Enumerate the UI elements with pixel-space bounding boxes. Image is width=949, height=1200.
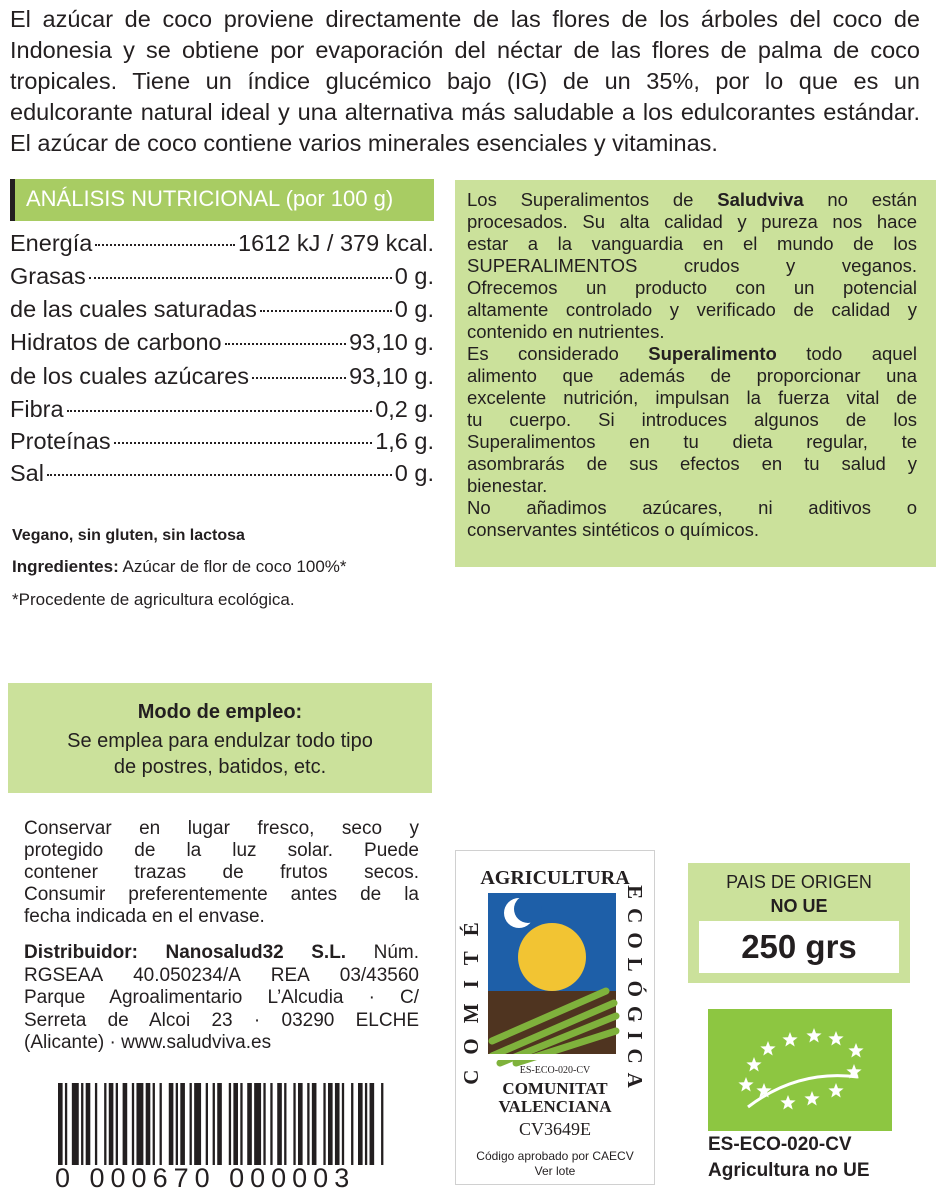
barcode-bar [240,1083,242,1165]
usage-line-1: Se emplea para endulzar todo tipo [67,730,373,752]
superfood-text-part: procesados. Su alta calidad y pureza nos hace [467,211,917,232]
leader-dots [114,441,373,444]
barcode-bar [233,1083,238,1165]
nutrition-row [10,263,434,295]
brand-highlight: Saludviva [717,189,804,210]
leader-dots [67,409,373,412]
superfood-line [467,299,917,321]
barcode-bar [381,1083,383,1165]
nutrient-name: Fibra [10,396,64,422]
barcode-bar [176,1083,178,1165]
barcode-bar [58,1083,63,1165]
barcode-bar [146,1083,151,1165]
barcode-number: 0 000670 000003 [55,1163,356,1193]
barcode-bar [307,1083,309,1165]
superfood-text-part: SUPERALIMENTOS crudos y veganos. [467,255,917,276]
origin-value: NO UE [770,896,828,916]
barcode-bar [247,1083,252,1165]
barcode-bar [132,1083,134,1165]
superfood-text-part: estar a la vanguardia en el mundo de los [467,233,917,254]
leader-dots [95,243,235,246]
barcode-bar [263,1083,265,1165]
storage-text [24,818,419,928]
nutrition-row [10,460,434,492]
nutrition-row [10,230,434,262]
nutrition-row [10,396,434,428]
barcode-bar [109,1083,114,1165]
barcode-bar [104,1083,106,1165]
nutrient-value: 0,2 g. [375,396,434,422]
superfood-text-part: bienestar. [467,475,548,496]
seal-region-2: VALENCIANA [498,1097,612,1116]
nutrient-name: Sal [10,460,44,486]
superfood-line [467,255,917,277]
eu-star-icon [804,1091,819,1106]
nutrient-value: 93,10 g. [349,329,434,355]
superfood-text-part: Superalimentos en tu dieta regular, te [467,431,917,452]
distributor-line: Serreta de Alcoi 23 · 03290 ELCHE [24,1009,419,1031]
origin-label: PAIS DE ORIGEN [726,872,872,892]
seal-top-text: AGRICULTURA [480,867,630,889]
intro-paragraph: El azúcar de coco proviene directamente de las flores de los árboles del coco de Indonesia y se obtiene por evaporación del néctar de las flores de palma de coco tropicales. Tiene un índice glucémico bajo (IG) de un 35%, por lo que es un edulcorante natural ideal y una alternativa más saludable a los edulcorantes estándar. El azúcar de coco contiene varios minerales esenciales y vitaminas. [10,6,920,156]
seal-sun [518,923,586,991]
nutrient-value: 1,6 g. [375,428,434,454]
superfood-line [467,343,917,365]
barcode-bar [206,1083,208,1165]
ingredients-text: Azúcar de flor de coco 100%* [122,557,347,576]
nutrient-name: de las cuales saturadas [10,296,257,322]
eu-star-icon [760,1041,775,1056]
barcode-bar [72,1083,79,1165]
eu-organic-origin: Agricultura no UE [708,1160,870,1181]
organic-seal [455,850,655,1185]
seal-left-text: COMITÉ [459,907,483,1085]
nutrient-value: 1612 kJ / 379 kcal. [238,230,434,256]
barcode-bar [370,1083,375,1165]
eu-star-icon [828,1083,843,1098]
barcode-bar [351,1083,353,1165]
usage-line-2: de postres, batidos, etc. [113,756,327,778]
barcode-bar [270,1083,272,1165]
superfood-text-part: Ofrecemos un producto con un potencial [467,277,917,298]
superfood-line [467,475,917,497]
nutrition-title: ANÁLISIS NUTRICIONAL (por 100 g) [26,186,394,211]
superfood-text [467,189,917,541]
leader-dots [89,276,392,279]
brand-highlight: Superalimento [648,343,777,364]
superfood-line [467,365,917,387]
barcode-bar [86,1083,91,1165]
eu-organic-leaf-icon [708,1009,892,1131]
superfood-line [467,189,917,211]
barcode-bar [194,1083,201,1165]
seal-region-1: COMUNITAT [502,1079,608,1098]
diet-claims: Vegano, sin gluten, sin lactosa [12,527,245,544]
barcode-bar [95,1083,97,1165]
superfood-box [455,180,936,567]
seal-right-text: ECOLÓGICA [623,885,647,1097]
origin-box [688,863,910,983]
superfood-text-part: no están [803,189,917,210]
seal-cv-code: CV3649E [519,1119,591,1139]
barcode-bar [153,1083,155,1165]
eu-star-icon [738,1077,753,1092]
superfood-line [467,497,917,519]
barcode-bar [293,1083,295,1165]
barcode [58,1083,388,1165]
ingredients-label: Ingredientes: [12,557,119,576]
superfood-text-part: asombrarás de sus efectos en tu salud y [467,453,917,474]
superfood-line [467,431,917,453]
barcode-bar [136,1083,143,1165]
barcode-bar [213,1083,215,1165]
nutrient-value: 0 g. [394,460,434,486]
storage-line: Consumir preferentemente antes de la [24,884,419,905]
seal-code: ES-ECO-020-CV [519,1065,591,1076]
barcode-bar [116,1083,118,1165]
barcode-bar [169,1083,174,1165]
nutrient-name: Grasas [10,263,86,289]
nutrition-row [10,296,434,328]
storage-line: contener trazas de frutos secos. [24,862,419,883]
distributor-line: (Alicante) · www.saludviva.es [24,1032,272,1053]
barcode-bar [358,1083,363,1165]
nutrient-name: Proteínas [10,428,111,454]
barcode-bar [123,1083,128,1165]
nutrition-row [10,363,434,395]
barcode-bar [180,1083,185,1165]
nutrition-row [10,329,434,361]
eu-star-icon [828,1031,843,1046]
barcode-bar [65,1083,67,1165]
storage-line: fecha indicada en el envase. [24,906,265,927]
distributor-num: Núm. [346,942,419,963]
superfood-line [467,453,917,475]
distributor-label: Distribuidor: Nanosalud32 S.L. [24,942,347,963]
superfood-line [467,211,917,233]
superfood-line [467,519,917,541]
eu-star-icon [780,1095,795,1110]
nutrient-value: 93,10 g. [349,363,434,389]
eu-star-icon [848,1043,863,1058]
usage-box [8,683,432,793]
superfood-line [467,409,917,431]
barcode-bar [254,1083,261,1165]
ingredients-line [12,557,347,577]
nutrient-name: de los cuales azúcares [10,363,250,389]
seal-approved: Código aprobado por CAECV [476,1149,634,1163]
superfood-text-part: alimento que además de proporcionar una [467,365,917,386]
barcode-bar [190,1083,192,1165]
superfood-text-part: Es considerado [467,343,649,364]
superfood-text-part: contenido en nutrientes. [467,321,665,342]
distributor-text [24,942,419,1055]
superfood-text-part: conservantes sintéticos o químicos. [467,519,760,540]
leader-dots [252,376,346,379]
barcode-bar [335,1083,340,1165]
leader-dots [225,342,346,345]
nutrition-header [10,179,434,221]
superfood-line [467,277,917,299]
organic-footnote: *Procedente de agricultura ecológica. [12,590,295,609]
superfood-text-part: todo aquel [776,343,917,364]
distributor-line: RGSEAA 40.050234/A REA 03/43560 [24,964,419,986]
barcode-bar [160,1083,162,1165]
superfood-text-part: excelente nutrición, impulsan la fuerza vital de [467,387,917,408]
superfood-text-part: tu cuerpo. Si introduces algunos de los [467,409,917,430]
nutrient-name: Hidratos de carbono [10,329,222,355]
eu-star-icon [806,1028,821,1043]
superfood-line [467,233,917,255]
superfood-line [467,387,917,409]
eu-star-icon [782,1032,797,1047]
superfood-line [467,321,917,343]
superfood-text-part: altamente controlado y verificado de calidad y [467,299,917,320]
distributor-line: Parque Agroalimentario L’Alcudia · C/ [24,987,419,1008]
barcode-bar [217,1083,222,1165]
nutrition-row [10,428,434,460]
nutrient-value: 0 g. [394,263,434,289]
barcode-bar [342,1083,344,1165]
storage-line: protegido de la luz solar. Puede [24,840,419,861]
leader-dots [260,309,392,312]
superfood-text-part: No añadimos azúcares, ni aditivos o [467,497,917,518]
barcode-bar [323,1083,325,1165]
nutrient-name: Energía [10,230,93,256]
barcode-bar [312,1083,317,1165]
storage-line: Conservar en lugar fresco, seco y [24,818,419,839]
usage-title: Modo de empleo: [137,701,303,723]
barcode-bar [365,1083,367,1165]
superfood-text-part: Los Superalimentos de [467,189,718,210]
barcode-bar [298,1083,303,1165]
barcode-bar [81,1083,83,1165]
distributor-first-line [24,942,419,965]
header-accent-bar [10,179,15,221]
seal-lot: Ver lote [534,1164,576,1178]
barcode-bar [277,1083,282,1165]
barcode-bar [284,1083,286,1165]
barcode-bar [328,1083,333,1165]
organic-seal-graphic [456,851,654,1184]
barcode-bar [229,1083,231,1165]
eu-star-icon [746,1057,761,1072]
leader-dots [47,473,392,476]
eu-organic-code: ES-ECO-020-CV [708,1134,852,1155]
net-weight: 250 grs [699,921,899,973]
nutrient-value: 0 g. [394,296,434,322]
